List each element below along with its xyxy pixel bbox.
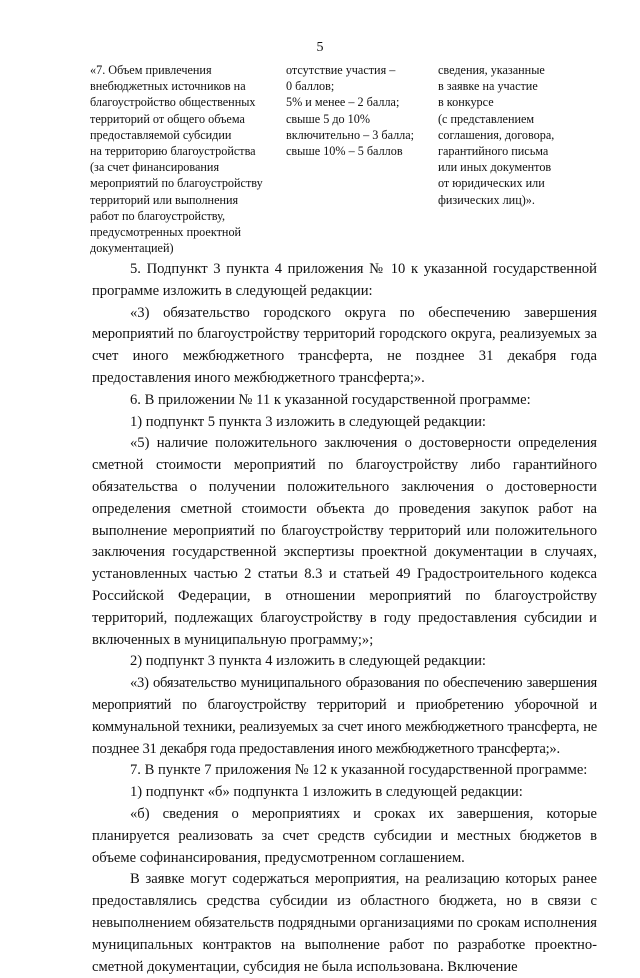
cell-line: физических лиц)». xyxy=(438,192,535,207)
paragraph: 5. Подпункт 3 пункта 4 приложения № 10 к указанной государственной программе изложить в следующей редакции: xyxy=(92,261,597,299)
cell-line: включительно – 3 балла; xyxy=(286,127,415,142)
paragraph: 1) подпункт 5 пункта 3 изложить в следующей редакции: xyxy=(130,413,486,430)
cell-line: (за счет финансирования xyxy=(90,160,220,175)
cell-line: гарантийного письма xyxy=(438,144,549,159)
cell-line: благоустройство общественных xyxy=(90,95,256,110)
criteria-description-cell xyxy=(90,62,280,256)
cell-line: отсутствие участия – xyxy=(286,63,396,77)
cell-line: соглашения, договора, xyxy=(438,127,555,142)
cell-line: территорий от общего объема xyxy=(90,111,245,126)
cell-line: в заявке на участие xyxy=(438,79,538,94)
cell-line: предоставляемой субсидии xyxy=(90,127,232,142)
criteria-source-cell xyxy=(438,62,588,208)
paragraph: «5) наличие положительного заключения о достоверности определения сметной стоимости мероприятий по благоустройству либо гарантийного обязательства о получении положительного заключения о достоверности определения сметной стоимости объекта до проведения закупок работ на выполнение мероприятий по благоустройству территорий или положительного заключения государственной экспертизы проектной документации в случаях, установленных частью 2 статьи 8.3 и статьей 49 Градостроительного кодекса Российской Федерации, в отношении мероприятий по благоустройству территорий, подлежащих благоустройству в году предоставления субсидии и включенных в муниципальную программу;»; xyxy=(92,435,597,648)
cell-line: работ по благоустройству, xyxy=(90,208,226,223)
paragraph: 2) подпункт 3 пункта 4 изложить в следующей редакции: xyxy=(130,653,486,670)
paragraph: 7. В пункте 7 приложения № 12 к указанной государственной программе: xyxy=(130,762,588,779)
cell-line: документацией) xyxy=(90,241,174,256)
page-number: 5 xyxy=(316,40,324,55)
cell-line: в конкурсе xyxy=(438,95,494,110)
cell-line: сведения, указанные xyxy=(438,63,545,77)
cell-line: мероприятий по благоустройству xyxy=(90,176,263,191)
paragraph: 1) подпункт «б» подпункта 1 изложить в следующей редакции: xyxy=(130,784,523,801)
cell-line: на территорию благоустройства xyxy=(90,144,256,159)
paragraph: 6. В приложении № 11 к указанной государственной программе: xyxy=(130,391,531,408)
cell-line: предусмотренных проектной xyxy=(90,225,242,240)
cell-line: 0 баллов; xyxy=(286,79,335,94)
criteria-scores-cell xyxy=(286,62,436,159)
cell-line: внебюджетных источников на xyxy=(90,79,246,94)
cell-line: территорий или выполнения xyxy=(90,192,239,207)
cell-line: свыше 5 до 10% xyxy=(286,111,371,126)
cell-line: свыше 10% – 5 баллов xyxy=(286,144,403,159)
paragraph: «3) обязательство городского округа по обеспечению завершения мероприятий по благоустройству территорий городского округа, реализуемых за счет иного межбюджетного трансферта, не позднее 31 декабря года предоставления иного межбюджетного трансферта;». xyxy=(92,304,597,386)
cell-line: «7. Объем привлечения xyxy=(90,63,212,77)
document-body xyxy=(92,259,597,978)
paragraph: «б) сведения о мероприятиях и сроках их завершения, которые планируется реализовать за счет средств субсидии и местных бюджетов в объеме софинансирования, предусмотренном соглашением. xyxy=(92,805,597,866)
paragraph: В заявке могут содержаться мероприятия, на реализацию которых ранее предоставлялись средства субсидии из областного бюджета, но в связи с невыполнением обязательств подрядными организациями по срокам исполнения муниципальных контрактов на выполнение работ по разработке проектно-сметной документации, субсидия не была использована. Включение xyxy=(92,871,597,975)
cell-line: 5% и менее – 2 балла; xyxy=(286,95,400,110)
cell-line: или иных документов xyxy=(438,160,552,175)
cell-line: от юридических или xyxy=(438,176,545,191)
cell-line: (с представлением xyxy=(438,111,535,126)
paragraph: «3) обязательство муниципального образования по обеспечению завершения мероприятий по благоустройству территорий и приобретению уборочной и коммунальной техники, реализуемых за счет иного межбюджетного трансферта, не позднее 31 декабря года предоставления иного межбюджетного трансферта;». xyxy=(92,675,597,757)
